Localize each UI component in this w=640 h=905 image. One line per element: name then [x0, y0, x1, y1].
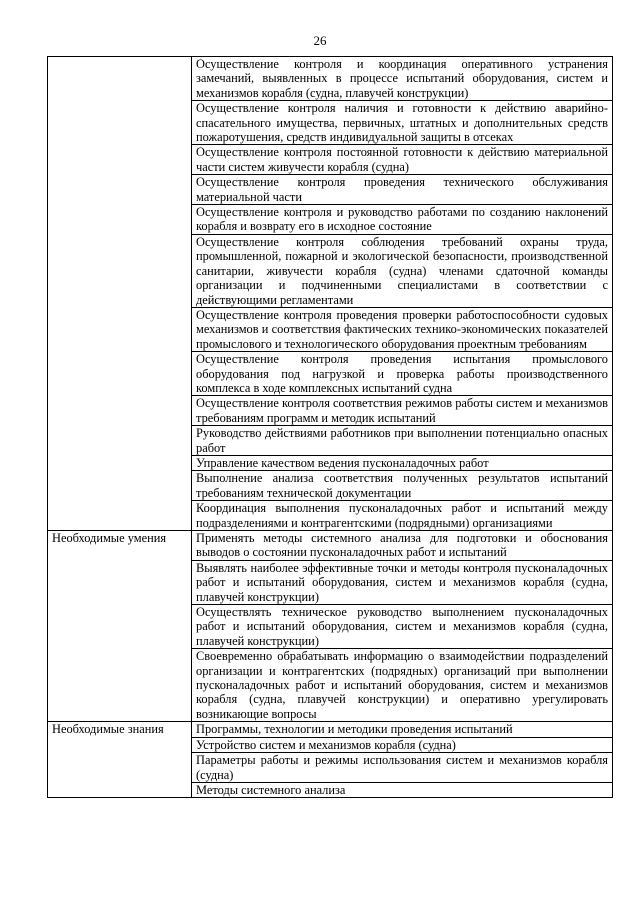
- item-cell: Руководство действиями работников при выполнении потенциально опасных работ: [192, 426, 613, 456]
- item-cell: Осуществление контроля постоянной готовности к действию материальной части систем живучести корабля (судна): [192, 145, 613, 175]
- item-cell: Осуществление контроля и координация оперативного устранения замечаний, выявленных в процессе испытаний оборудования, систем и механизмов корабля (судна, плавучей конструкции): [192, 57, 613, 101]
- table-row: [48, 722, 613, 737]
- item-cell: Осуществление контроля проведения испытания промыслового оборудования под нагрузкой и проверка работы производственного комплекса в ходе комплексных испытаний судна: [192, 352, 613, 396]
- item-cell: Своевременно обрабатывать информацию о взаимодействии подразделений организации и контрагентских (подрядных) организаций при выполнении пусконаладочных работ и испытаний оборудования, систем и механизмов корабля (судна, плавучей конструкции) и оперативно урегулировать возникающие вопросы: [192, 649, 613, 722]
- item-cell: Осуществление контроля соответствия режимов работы систем и механизмов требованиям программ и методик испытаний: [192, 396, 613, 426]
- label-cell-labor-actions: [48, 57, 192, 531]
- item-cell: Выполнение анализа соответствия полученных результатов испытаний требованиям технической документации: [192, 471, 613, 501]
- item-cell: Осуществление контроля соблюдения требований охраны труда, промышленной, пожарной и экологической безопасности, производственной санитарии, живучести корабля (судна) членами сдаточной команды организации и подчиненными специалистами в соответствии с действующими регламентами: [192, 234, 613, 307]
- item-cell: Методы системного анализа: [192, 782, 613, 797]
- label-cell-knowledge: Необходимые знания: [48, 722, 192, 798]
- table-row: [48, 531, 613, 561]
- item-cell: Осуществление контроля проведения технического обслуживания материальной части: [192, 175, 613, 205]
- page-number: 26: [313, 33, 327, 48]
- item-cell: Программы, технологии и методики проведения испытаний: [192, 722, 613, 737]
- table-row: [48, 57, 613, 101]
- item-cell: Осуществление контроля и руководство работами по созданию наклонений корабля и возврату его в исходное состояние: [192, 205, 613, 235]
- item-cell: Осуществление контроля проведения проверки работоспособности судовых механизмов и соответствия фактических технико-экономических показателей промыслового и технологического оборудования проектным требованиям: [192, 307, 613, 351]
- item-cell: Координация выполнения пусконаладочных работ и испытаний между подразделениями и контрагентскими (подрядными) организациями: [192, 501, 613, 531]
- label-cell-skills: Необходимые умения: [48, 531, 192, 722]
- item-cell: Выявлять наиболее эффективные точки и методы контроля пусконаладочных работ и испытаний оборудования, систем и механизмов корабля (судна, плавучей конструкции): [192, 560, 613, 604]
- item-cell: Устройство систем и механизмов корабля (судна): [192, 737, 613, 752]
- item-cell: Параметры работы и режимы использования систем и механизмов корабля (судна): [192, 753, 613, 783]
- item-cell: Применять методы системного анализа для подготовки и обоснования выводов о состоянии пусконаладочных работ и испытаний: [192, 531, 613, 561]
- item-cell: Управление качеством ведения пусконаладочных работ: [192, 455, 613, 470]
- competency-table: [47, 56, 613, 798]
- item-cell: Осуществление контроля наличия и готовности к действию аварийно-спасательного имущества, первичных, штатных и дополнительных средств пожаротушения, средств индивидуальной защиты в отсеках: [192, 101, 613, 145]
- item-cell: Осуществлять техническое руководство выполнением пусконаладочных работ и испытаний оборудования, систем и механизмов корабля (судна, плавучей конструкции): [192, 605, 613, 649]
